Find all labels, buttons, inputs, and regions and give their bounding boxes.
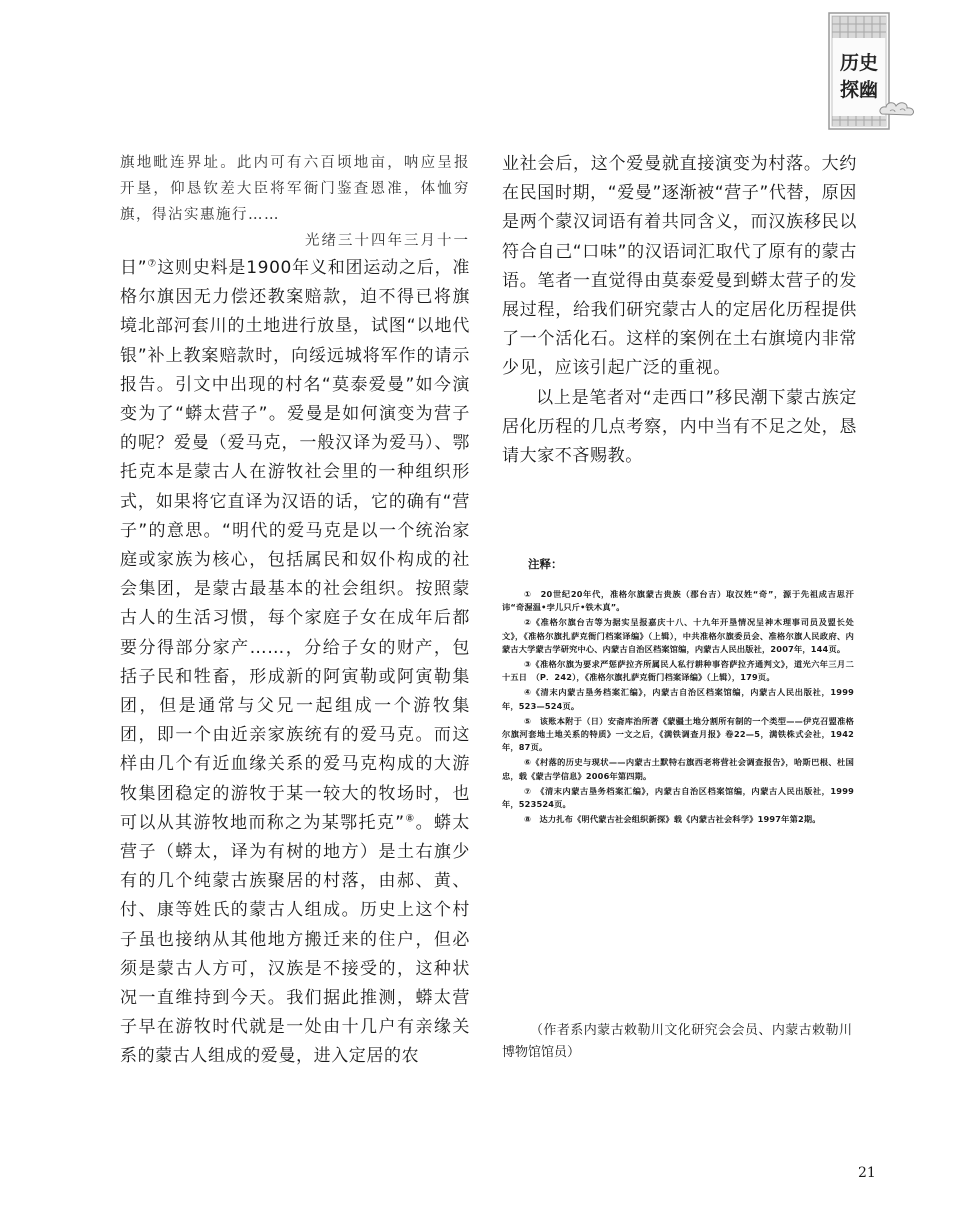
note-item-7: ⑦ 《清末内蒙古垦务档案汇编》，内蒙古自治区档案馆编，内蒙古人民出版社，1999 年，523524页。 [502, 785, 863, 810]
right-paragraph-2 [502, 384, 857, 472]
quote-date: 光绪三十四年三月十一 [305, 233, 470, 249]
footnotes [502, 556, 863, 828]
footnote-ref-8[interactable]: ⑧ [404, 813, 416, 825]
right-paragraph-1: 业社会后，这个爱曼就直接演变为村落。大约在民国时期，“爱曼”逐渐被“营子”代替，原因是两个蒙汉词语有着共同含义，而汉族移民以符合自己“口味”的汉语词汇取代了原有的蒙古语。笔者一直觉得由莫泰爱曼到蟒太营子的发展过程，给我们研究蒙古人的定居化历程提供了一个活化石。这样的案例在土右旗境内非常少见，应该引起广泛的重视。 [502, 154, 857, 379]
note-item-4: ④《清末内蒙古垦务档案汇编》，内蒙古自治区档案馆编，内蒙古人民出版社，1999 年，523—524页。 [502, 687, 863, 711]
badge-line-2: 探幽 [839, 79, 878, 101]
quoted-document: 旗地毗连界址。此内可有六百顷地亩，呐应呈报开垦，仰恳钦差大臣将军衙门鉴査恩准，体恤穷旗，得沾实惠施行…… [120, 155, 470, 223]
note-item-6: ⑥《村落的历史与现状——内蒙古土默特右旗西老将营社会调查报告》，哈斯巴根、杜国忠，载《蒙古学信息》2006年第四期。 [502, 757, 854, 781]
body-part-2: 。蟒太营子（蟒太，译为有树的地方）是土右旗少有的几个纯蒙古族聚居的村落，由郝、黄、付、康等姓氏的蒙古人组成。历史上这个村子虽也接纳从其他地方搬迁来的住户，但必须是蒙古人方可，汉族是不接受的，这种状况一直维持到今天。我们据此推测，蟒太营子早在游牧时代就是一处由十几户有亲缘关系的蒙古人组成的爱曼，进入定居的农 [120, 812, 470, 1067]
note-item-3: ③《准格尔旗为要求严惩萨拉齐所属民人私行耕种事咨萨拉齐通判文》，道光六年三月二十五日 （P．242），《准格尔旗扎萨克衙门档案译编》（上辑），179页。 [502, 659, 854, 683]
right-column [502, 150, 857, 471]
note-item-2: ②《准格尔旗台吉等为据实呈报嘉庆十八、十九年开垦情况呈神木理事司员及盟长处文》，《准格尔旗扎萨克衙门档案译编》（上辑），中共准格尔旗委员会、准格尔旗人民政府、内蒙古大学蒙古学研究中心、内蒙古自治区档案馆编，内蒙古人民出版社，2007年，144页。 [502, 617, 854, 654]
note-item-5: ⑤ 该账本附于（日）安斋库治所著《蒙疆土地分割所有制的一个类型——伊克召盟准格尔旗河套地土地关系的特质》一文之后，《满铁调查月报》卷22—5，满铁株式会社，1942年，87页。 [502, 715, 854, 753]
page-number: 21 [858, 1165, 876, 1181]
cloud-ornament-icon [878, 98, 918, 120]
left-column [120, 150, 470, 1072]
footnote-ref-7[interactable]: ⑦ [147, 258, 158, 270]
body-part-1: 这则史料是1900年义和团运动之后，准格尔旗因无力偿还教案赔款，迫不得已将旗境北部河套川的土地进行放垦，试图“以地代银”补上教案赔款时，向绥远城将军作的请示报告。引文中出现的村名“莫泰爱曼”如今演变为了“蟒太营子”。爱曼是如何演变为营子的呢？爱曼（爱马克，一般汉译为爱马）、鄂托克本是蒙古人在游牧社会里的一种组织形式，如果将它直译为汉语的话，它的确有“营子”的意思。“明代的爱马克是以一个统治家庭或家族为核心，包括属民和奴仆构成的社会集团，是蒙古最基本的社会组织。按照蒙古人的生活习惯，每个家庭子女在成年后都要分得部分家产……，分给子女的财产，包括子民和牲畜，形成新的阿寅勒或阿寅勒集团，但是通常与父兄一起组成一个游牧集团，即一个由近亲家族统有的爱马克。而这样由几个有近血缘关系的爱马克构成的大游牧集团稳定的游牧于某一较大的牧场时，也可以从其游牧地而称之为某鄂托克” [120, 258, 470, 833]
note-item-8: ⑧ 达力扎布《明代蒙古社会组织新探》载《内蒙古社会科学》1997年第2期。 [524, 814, 821, 825]
notes-title: 注释： [528, 557, 563, 571]
quote-end: 日” [120, 258, 148, 278]
left-body-text [120, 254, 470, 1072]
note-item-1: ① 20世纪20年代，准格尔旗蒙古贵族（郡台吉）取汉姓“奇”，源于先祖成吉思汗讳“奇渥温•孛儿只斤•铁木真”。 [502, 589, 854, 613]
section-badge [828, 12, 890, 130]
right-paragraph-2-text: 以上是笔者对“走西口”移民潮下蒙古族定居化历程的几点考察，内中当有不足之处，恳请大家不吝赐教。 [502, 387, 857, 467]
badge-line-1: 历史 [839, 52, 878, 74]
author-info: （作者系内蒙古敕勒川文化研究会会员、内蒙古敕勒川博物馆馆员） [502, 1023, 852, 1060]
